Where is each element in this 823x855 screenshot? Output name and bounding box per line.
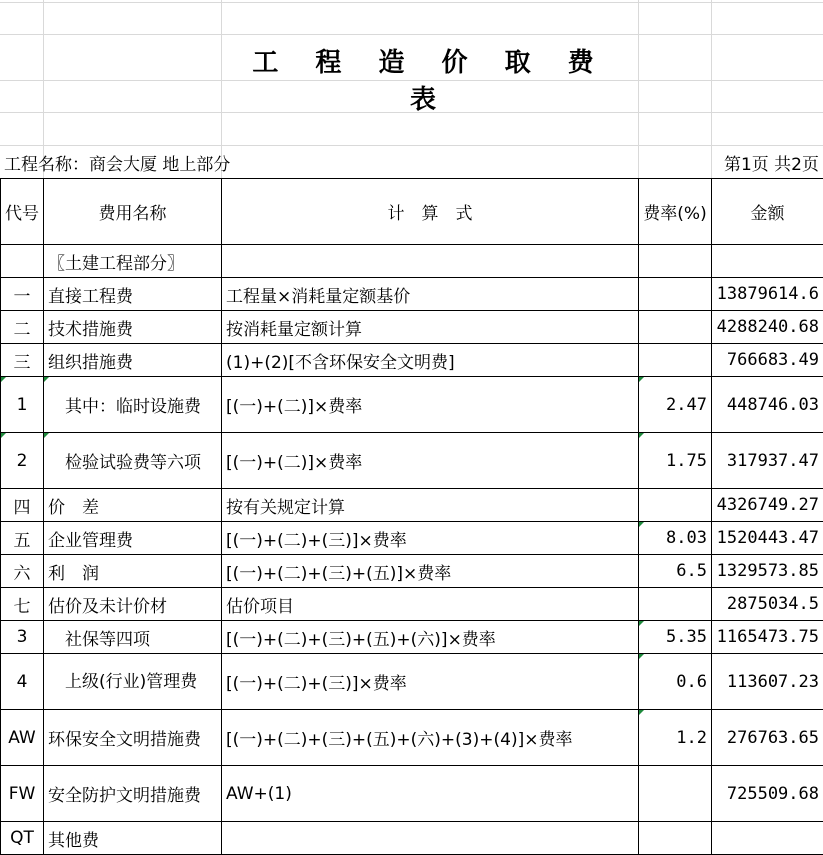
fee-table (0, 178, 823, 855)
formula-cell[interactable]: [(一)+(二)+(三)+(五)+(六)+(3)+(4)]×费率 (222, 710, 639, 766)
amount-cell[interactable]: 4326749.27 (712, 489, 823, 522)
table-row (1, 522, 823, 555)
table-row (1, 822, 823, 855)
amount-cell[interactable]: 1329573.85 (712, 555, 823, 588)
cell-comment-marker (639, 377, 644, 382)
code-cell[interactable]: AW (1, 710, 44, 766)
rate-cell[interactable]: 1.2 (639, 710, 712, 766)
code-cell[interactable]: QT (1, 822, 44, 855)
header-formula[interactable]: 计 算 式 (222, 179, 639, 245)
code-cell[interactable]: 3 (1, 621, 44, 654)
rate-cell[interactable]: 6.5 (639, 555, 712, 588)
header-code[interactable]: 代号 (1, 179, 44, 245)
table-row (1, 766, 823, 822)
name-cell[interactable]: 上级(行业)管理费 (44, 654, 222, 710)
code-cell[interactable]: 二 (1, 311, 44, 344)
formula-cell[interactable]: [(一)+(二)]×费率 (222, 377, 639, 433)
code-cell[interactable]: 七 (1, 588, 44, 621)
amount-cell[interactable] (712, 822, 823, 855)
table-row (1, 377, 823, 433)
table-row (1, 278, 823, 311)
table-row (1, 588, 823, 621)
rate-cell[interactable]: 2.47 (639, 377, 712, 433)
name-cell[interactable]: 直接工程费 (44, 278, 222, 311)
formula-cell[interactable]: (1)+(2)[不含环保安全文明费] (222, 344, 639, 377)
cell-comment-marker (639, 621, 644, 626)
cell-comment-marker (1, 433, 6, 438)
table-row (1, 555, 823, 588)
amount-cell[interactable]: 113607.23 (712, 654, 823, 710)
rate-cell[interactable]: 5.35 (639, 621, 712, 654)
code-cell[interactable]: 三 (1, 344, 44, 377)
code-cell[interactable]: 1 (1, 377, 44, 433)
rate-cell[interactable] (639, 278, 712, 311)
table-row (1, 710, 823, 766)
header-amount[interactable]: 金额 (712, 179, 823, 245)
amount-cell[interactable]: 1165473.75 (712, 621, 823, 654)
formula-cell[interactable]: [(一)+(二)]×费率 (222, 433, 639, 489)
formula-cell[interactable]: 估价项目 (222, 588, 639, 621)
name-cell[interactable]: 企业管理费 (44, 522, 222, 555)
name-cell[interactable]: 其中：临时设施费 (44, 377, 222, 433)
name-cell[interactable]: 社保等四项 (44, 621, 222, 654)
rate-cell[interactable] (639, 489, 712, 522)
formula-cell[interactable]: [(一)+(二)+(三)+(五)+(六)]×费率 (222, 621, 639, 654)
cell-comment-marker (639, 522, 644, 527)
rate-cell[interactable] (639, 588, 712, 621)
name-cell[interactable]: 利 润 (44, 555, 222, 588)
formula-cell[interactable]: [(一)+(二)+(三)+(五)]×费率 (222, 555, 639, 588)
amount-cell[interactable]: 725509.68 (712, 766, 823, 822)
cell-comment-marker (639, 654, 644, 659)
code-cell[interactable]: 六 (1, 555, 44, 588)
rate-cell[interactable]: 8.03 (639, 522, 712, 555)
amount-cell[interactable]: 448746.03 (712, 377, 823, 433)
header-rate[interactable]: 费率(%) (639, 179, 712, 245)
name-cell[interactable]: 价 差 (44, 489, 222, 522)
amount-cell[interactable]: 1520443.47 (712, 522, 823, 555)
rate-cell[interactable]: 0.6 (639, 654, 712, 710)
section-label[interactable]: 〖土建工程部分〗 (44, 245, 222, 278)
name-cell[interactable]: 其他费 (44, 822, 222, 855)
table-header-row (1, 179, 823, 245)
cell-comment-marker (639, 433, 644, 438)
code-cell[interactable]: 2 (1, 433, 44, 489)
amount-cell[interactable]: 766683.49 (712, 344, 823, 377)
section-row (1, 245, 823, 278)
amount-cell[interactable]: 4288240.68 (712, 311, 823, 344)
code-cell[interactable]: 四 (1, 489, 44, 522)
code-cell[interactable]: 五 (1, 522, 44, 555)
rate-cell[interactable] (639, 344, 712, 377)
sheet-title: 工 程 造 价 取 费 表 (222, 42, 638, 116)
formula-cell[interactable]: 按有关规定计算 (222, 489, 639, 522)
table-row (1, 311, 823, 344)
table-row (1, 654, 823, 710)
amount-cell[interactable]: 2875034.5 (712, 588, 823, 621)
rate-cell[interactable]: 1.75 (639, 433, 712, 489)
amount-cell[interactable]: 317937.47 (712, 433, 823, 489)
header-name[interactable]: 费用名称 (44, 179, 222, 245)
formula-cell[interactable]: AW+(1) (222, 766, 639, 822)
project-name: 工程名称：商会大厦 地上部分 (4, 150, 230, 175)
formula-cell[interactable] (222, 822, 639, 855)
amount-cell[interactable]: 13879614.6 (712, 278, 823, 311)
cell-comment-marker (44, 433, 49, 438)
table-row (1, 621, 823, 654)
name-cell[interactable]: 估价及未计价材 (44, 588, 222, 621)
rate-cell[interactable] (639, 766, 712, 822)
name-cell[interactable]: 组织措施费 (44, 344, 222, 377)
formula-cell[interactable]: 工程量×消耗量定额基价 (222, 278, 639, 311)
name-cell[interactable]: 安全防护文明措施费 (44, 766, 222, 822)
cell-comment-marker (44, 377, 49, 382)
table-row (1, 433, 823, 489)
formula-cell[interactable]: [(一)+(二)+(三)]×费率 (222, 654, 639, 710)
formula-cell[interactable]: 按消耗量定额计算 (222, 311, 639, 344)
code-cell[interactable]: 一 (1, 278, 44, 311)
name-cell[interactable]: 技术措施费 (44, 311, 222, 344)
rate-cell[interactable] (639, 822, 712, 855)
code-cell[interactable]: 4 (1, 654, 44, 710)
name-cell[interactable]: 环保安全文明措施费 (44, 710, 222, 766)
table-row (1, 344, 823, 377)
table-row (1, 489, 823, 522)
cell-comment-marker (639, 710, 644, 715)
cell-comment-marker (1, 377, 6, 382)
code-cell[interactable]: FW (1, 766, 44, 822)
rate-cell[interactable] (639, 311, 712, 344)
formula-cell[interactable]: [(一)+(二)+(三)]×费率 (222, 522, 639, 555)
page-info: 第1页 共2页 (724, 150, 819, 175)
name-cell[interactable]: 检验试验费等六项 (44, 433, 222, 489)
amount-cell[interactable]: 276763.65 (712, 710, 823, 766)
